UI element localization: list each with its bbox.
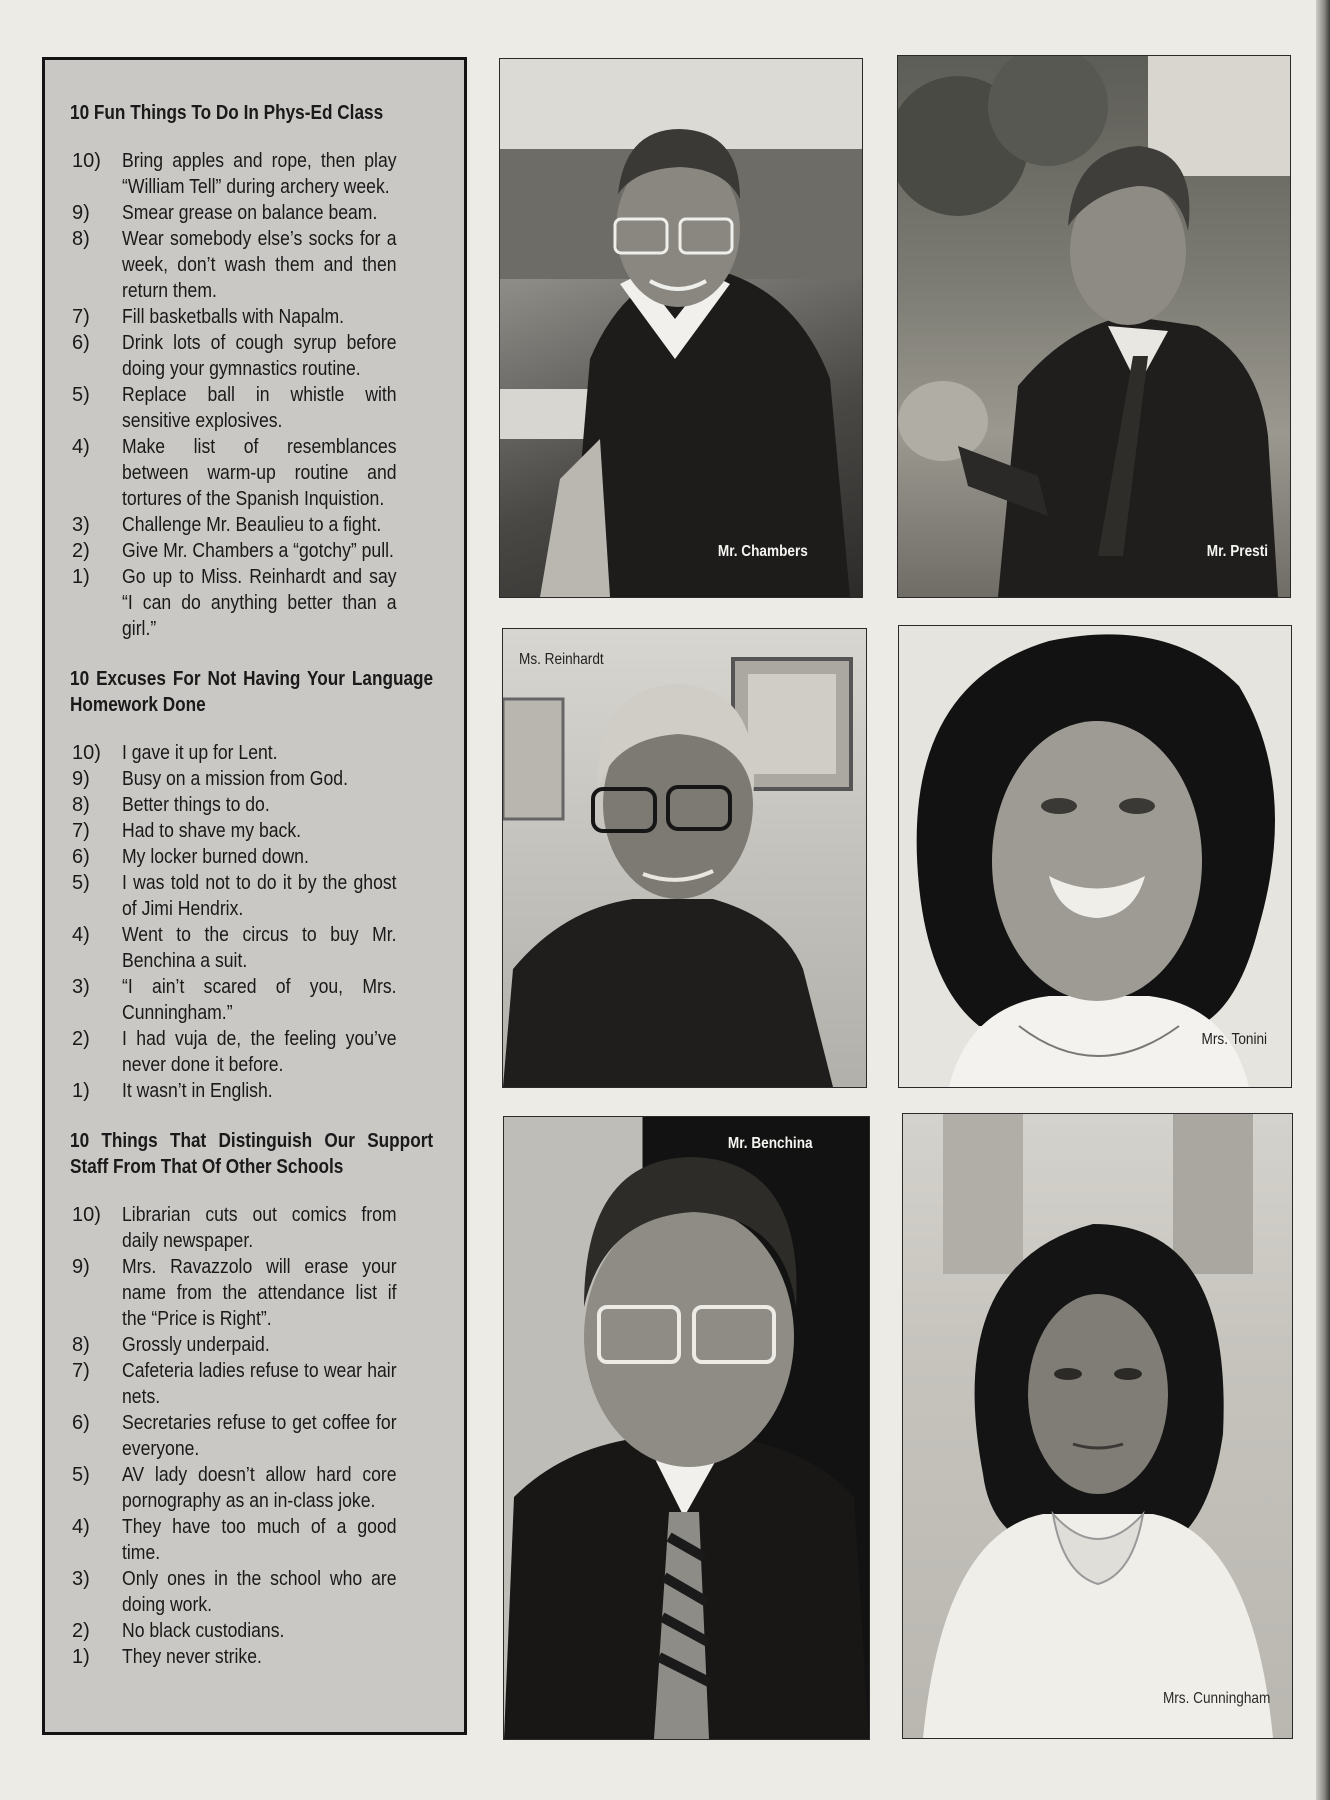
list-item-text: Smear grease on balance beam. bbox=[122, 202, 378, 224]
reinhardt-figure bbox=[503, 629, 866, 1087]
list-item bbox=[70, 330, 434, 382]
list-item bbox=[70, 148, 434, 200]
list-item bbox=[70, 512, 434, 538]
list-item bbox=[70, 1618, 434, 1644]
list-item-number: 4) bbox=[72, 924, 90, 946]
list-item-text: Only ones in the school who are doing work. bbox=[122, 1568, 397, 1616]
list-item bbox=[70, 870, 434, 922]
list-item bbox=[70, 1078, 434, 1104]
list-item-number: 4) bbox=[72, 1516, 90, 1538]
presti-figure bbox=[898, 56, 1290, 597]
list-item bbox=[70, 1358, 434, 1410]
list-item-number: 10) bbox=[72, 1204, 101, 1226]
list-item-text: Went to the circus to buy Mr. Benchina a suit. bbox=[122, 924, 397, 972]
list-item-number: 9) bbox=[72, 768, 90, 790]
list-item bbox=[70, 740, 434, 766]
benchina-figure bbox=[504, 1117, 869, 1739]
list-item bbox=[70, 1644, 434, 1670]
caption-mr-benchina: Mr. Benchina bbox=[728, 1135, 813, 1152]
list-item-text: Drink lots of cough syrup before doing your gymnastics routine. bbox=[122, 332, 397, 380]
list-item-text: Replace ball in whistle with sensitive explosives. bbox=[122, 384, 397, 432]
top-ten-sidebar bbox=[42, 57, 467, 1735]
list-item bbox=[70, 564, 434, 642]
list-item-text: No black custodians. bbox=[122, 1620, 285, 1642]
list-item bbox=[70, 1462, 434, 1514]
list-item-text: I gave it up for Lent. bbox=[122, 742, 278, 764]
list-item-number: 7) bbox=[72, 1360, 90, 1382]
lists-container bbox=[70, 100, 434, 1670]
list-item-text: Challenge Mr. Beaulieu to a fight. bbox=[122, 514, 382, 536]
caption-ms-reinhardt: Ms. Reinhardt bbox=[519, 651, 604, 668]
list-title: 10 Excuses For Not Having Your Language Homework Done bbox=[70, 668, 434, 716]
list-item-number: 3) bbox=[72, 976, 90, 998]
list-item bbox=[70, 922, 434, 974]
list-item-number: 4) bbox=[72, 436, 90, 458]
photo-mrs-cunningham bbox=[903, 1114, 1292, 1738]
list-item-number: 2) bbox=[72, 540, 90, 562]
list-item bbox=[70, 382, 434, 434]
list-item bbox=[70, 434, 434, 512]
list-item-text: Busy on a mission from God. bbox=[122, 768, 348, 790]
list-items bbox=[70, 148, 434, 642]
list-item bbox=[70, 1514, 434, 1566]
list-title: 10 Fun Things To Do In Phys-Ed Class bbox=[70, 102, 384, 124]
list-item bbox=[70, 974, 434, 1026]
list-item-number: 5) bbox=[72, 1464, 90, 1486]
photo-mr-benchina bbox=[504, 1117, 869, 1739]
caption-mr-chambers: Mr. Chambers bbox=[718, 543, 808, 560]
list-item-number: 8) bbox=[72, 1334, 90, 1356]
list-title: 10 Things That Distinguish Our Support Staff From That Of Other Schools bbox=[70, 1130, 434, 1178]
list-item-number: 7) bbox=[72, 306, 90, 328]
photo-mr-presti bbox=[898, 56, 1290, 597]
list-item bbox=[70, 818, 434, 844]
list-item-number: 1) bbox=[72, 566, 90, 588]
list-item-number: 2) bbox=[72, 1028, 90, 1050]
list-item-number: 5) bbox=[72, 384, 90, 406]
list-item-number: 9) bbox=[72, 202, 90, 224]
list-item-text: Had to shave my back. bbox=[122, 820, 302, 842]
list-item-number: 10) bbox=[72, 742, 101, 764]
list-item-number: 9) bbox=[72, 1256, 90, 1278]
list-item-text: Cafeteria ladies refuse to wear hair nets. bbox=[122, 1360, 397, 1408]
photo-mr-chambers bbox=[500, 59, 862, 597]
list-item bbox=[70, 200, 434, 226]
list-item bbox=[70, 1332, 434, 1358]
page-spine-shadow bbox=[1316, 0, 1330, 1800]
list-item-text: Librarian cuts out comics from daily newspaper. bbox=[122, 1204, 397, 1252]
caption-mr-presti: Mr. Presti bbox=[1206, 543, 1268, 560]
list-item-text: Secretaries refuse to get coffee for everyone. bbox=[122, 1412, 397, 1460]
list-items bbox=[70, 740, 434, 1104]
list-item-number: 8) bbox=[72, 228, 90, 250]
list-item-number: 3) bbox=[72, 1568, 90, 1590]
photo-mrs-tonini bbox=[899, 626, 1291, 1087]
chambers-figure bbox=[500, 59, 862, 597]
list-item-text: AV lady doesn’t allow hard core pornography as an in-class joke. bbox=[122, 1464, 397, 1512]
list-item bbox=[70, 844, 434, 870]
list-item-text: They never strike. bbox=[122, 1646, 262, 1668]
list-item-text: Go up to Miss. Reinhardt and say “I can do anything better than a girl.” bbox=[122, 566, 397, 640]
list-item-number: 6) bbox=[72, 846, 90, 868]
list-item bbox=[70, 766, 434, 792]
list-item-text: Grossly underpaid. bbox=[122, 1334, 270, 1356]
list-item-number: 1) bbox=[72, 1646, 90, 1668]
list-item-number: 10) bbox=[72, 150, 101, 172]
list-items bbox=[70, 1202, 434, 1670]
list-item-text: Give Mr. Chambers a “gotchy” pull. bbox=[122, 540, 394, 562]
list-item-number: 7) bbox=[72, 820, 90, 842]
list-item-text: Better things to do. bbox=[122, 794, 270, 816]
list-item bbox=[70, 1026, 434, 1078]
cunningham-figure bbox=[903, 1114, 1292, 1738]
list-item-text: I was told not to do it by the ghost of Jimi Hendrix. bbox=[122, 872, 397, 920]
list-item-number: 1) bbox=[72, 1080, 90, 1102]
list-item-text: It wasn’t in English. bbox=[122, 1080, 273, 1102]
list-item-text: Bring apples and rope, then play “William Tell” during archery week. bbox=[122, 150, 397, 198]
list-item bbox=[70, 792, 434, 818]
list-item bbox=[70, 1566, 434, 1618]
list-item-number: 6) bbox=[72, 332, 90, 354]
list-item bbox=[70, 304, 434, 330]
list-item-text: My locker burned down. bbox=[122, 846, 309, 868]
list-item-number: 6) bbox=[72, 1412, 90, 1434]
list-item-text: Wear somebody else’s socks for a week, don’t wash them and then return them. bbox=[122, 228, 397, 302]
list-item-number: 3) bbox=[72, 514, 90, 536]
list-item bbox=[70, 226, 434, 304]
caption-mrs-tonini: Mrs. Tonini bbox=[1201, 1031, 1267, 1048]
list-item-text: I had vuja de, the feeling you’ve never done it before. bbox=[122, 1028, 397, 1076]
list-item-number: 8) bbox=[72, 794, 90, 816]
list-item-text: Mrs. Ravazzolo will erase your name from the attendance list if the “Price is Right”. bbox=[122, 1256, 397, 1330]
list-item-text: They have too much of a good time. bbox=[122, 1516, 397, 1564]
list-item-text: Fill basketballs with Napalm. bbox=[122, 306, 345, 328]
caption-mrs-cunningham: Mrs. Cunningham bbox=[1162, 1690, 1270, 1707]
list-item bbox=[70, 1254, 434, 1332]
list-item-text: Make list of resemblances between warm-up routine and tortures of the Spanish Inquistion. bbox=[122, 436, 397, 510]
list-item bbox=[70, 1202, 434, 1254]
list-item-text: “I ain’t scared of you, Mrs. Cunningham.” bbox=[122, 976, 397, 1024]
list-item bbox=[70, 538, 434, 564]
list-item-number: 2) bbox=[72, 1620, 90, 1642]
photo-ms-reinhardt bbox=[503, 629, 866, 1087]
list-item bbox=[70, 1410, 434, 1462]
list-item-number: 5) bbox=[72, 872, 90, 894]
tonini-figure bbox=[899, 626, 1291, 1087]
